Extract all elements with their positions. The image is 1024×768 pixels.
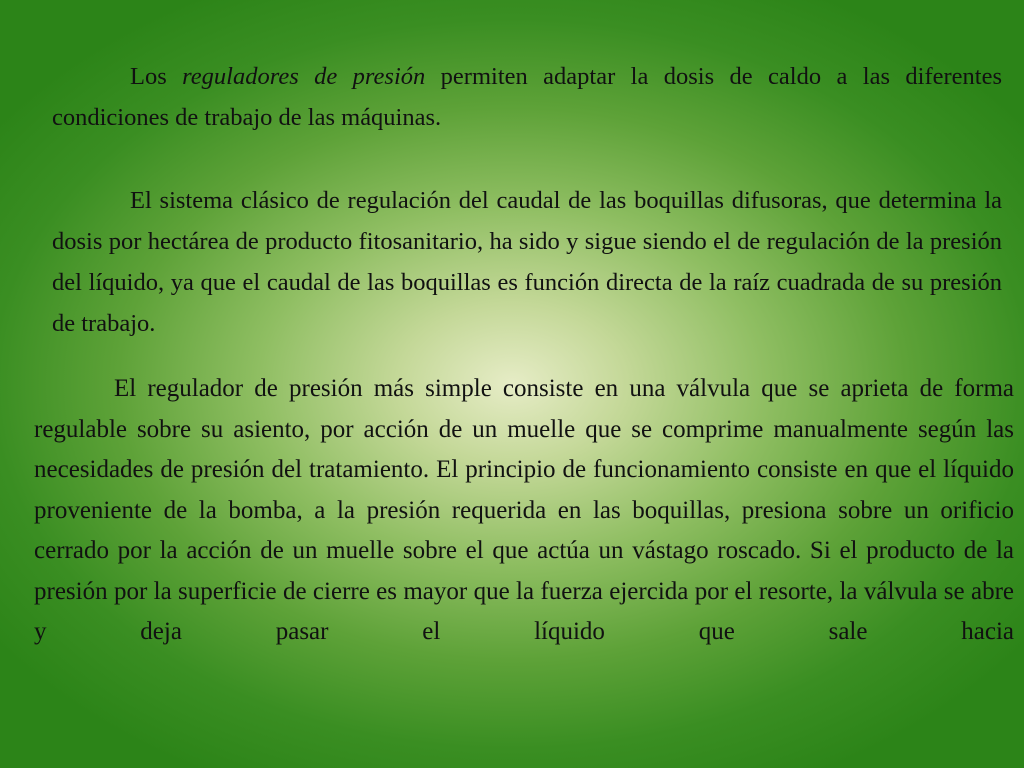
paragraph-1-start: Los bbox=[130, 63, 183, 90]
paragraph-1-emphasis: reguladores de presión bbox=[182, 63, 426, 90]
paragraph-1-end: permiten adaptar la dosis de caldo a las diferentes condiciones de trabajo de las máquinas. bbox=[52, 63, 1002, 131]
paragraph-classic-system: El sistema clásico de regulación del caudal de las boquillas difusoras, que determina la dosis por hectárea de producto fitosanitario, ha sido y sigue siendo el de regulación de la presión del líquido, ya que el caudal de las boquillas es función directa de la raíz cuadrada de su presión de trabajo. bbox=[52, 187, 1002, 337]
paragraph-simple-regulator: El regulador de presión más simple consiste en una válvula que se aprieta de forma regulable sobre su asiento, por acción de un muelle que se comprime manualmente según las necesidades de presión del tratamiento. El principio de funcionamiento consiste en que el líquido proveniente de la bomba, a la presión requerida en las boquillas, presiona sobre un orificio cerrado por la acción de un muelle sobre el que actúa un vástago roscado. Si el producto de la presión por la superficie de cierre es mayor que la fuerza ejercida por el resorte, la válvula se abre y deja pasar el líquido que sale hacia bbox=[34, 375, 1014, 645]
paragraph-regulators-intro bbox=[52, 56, 1002, 138]
